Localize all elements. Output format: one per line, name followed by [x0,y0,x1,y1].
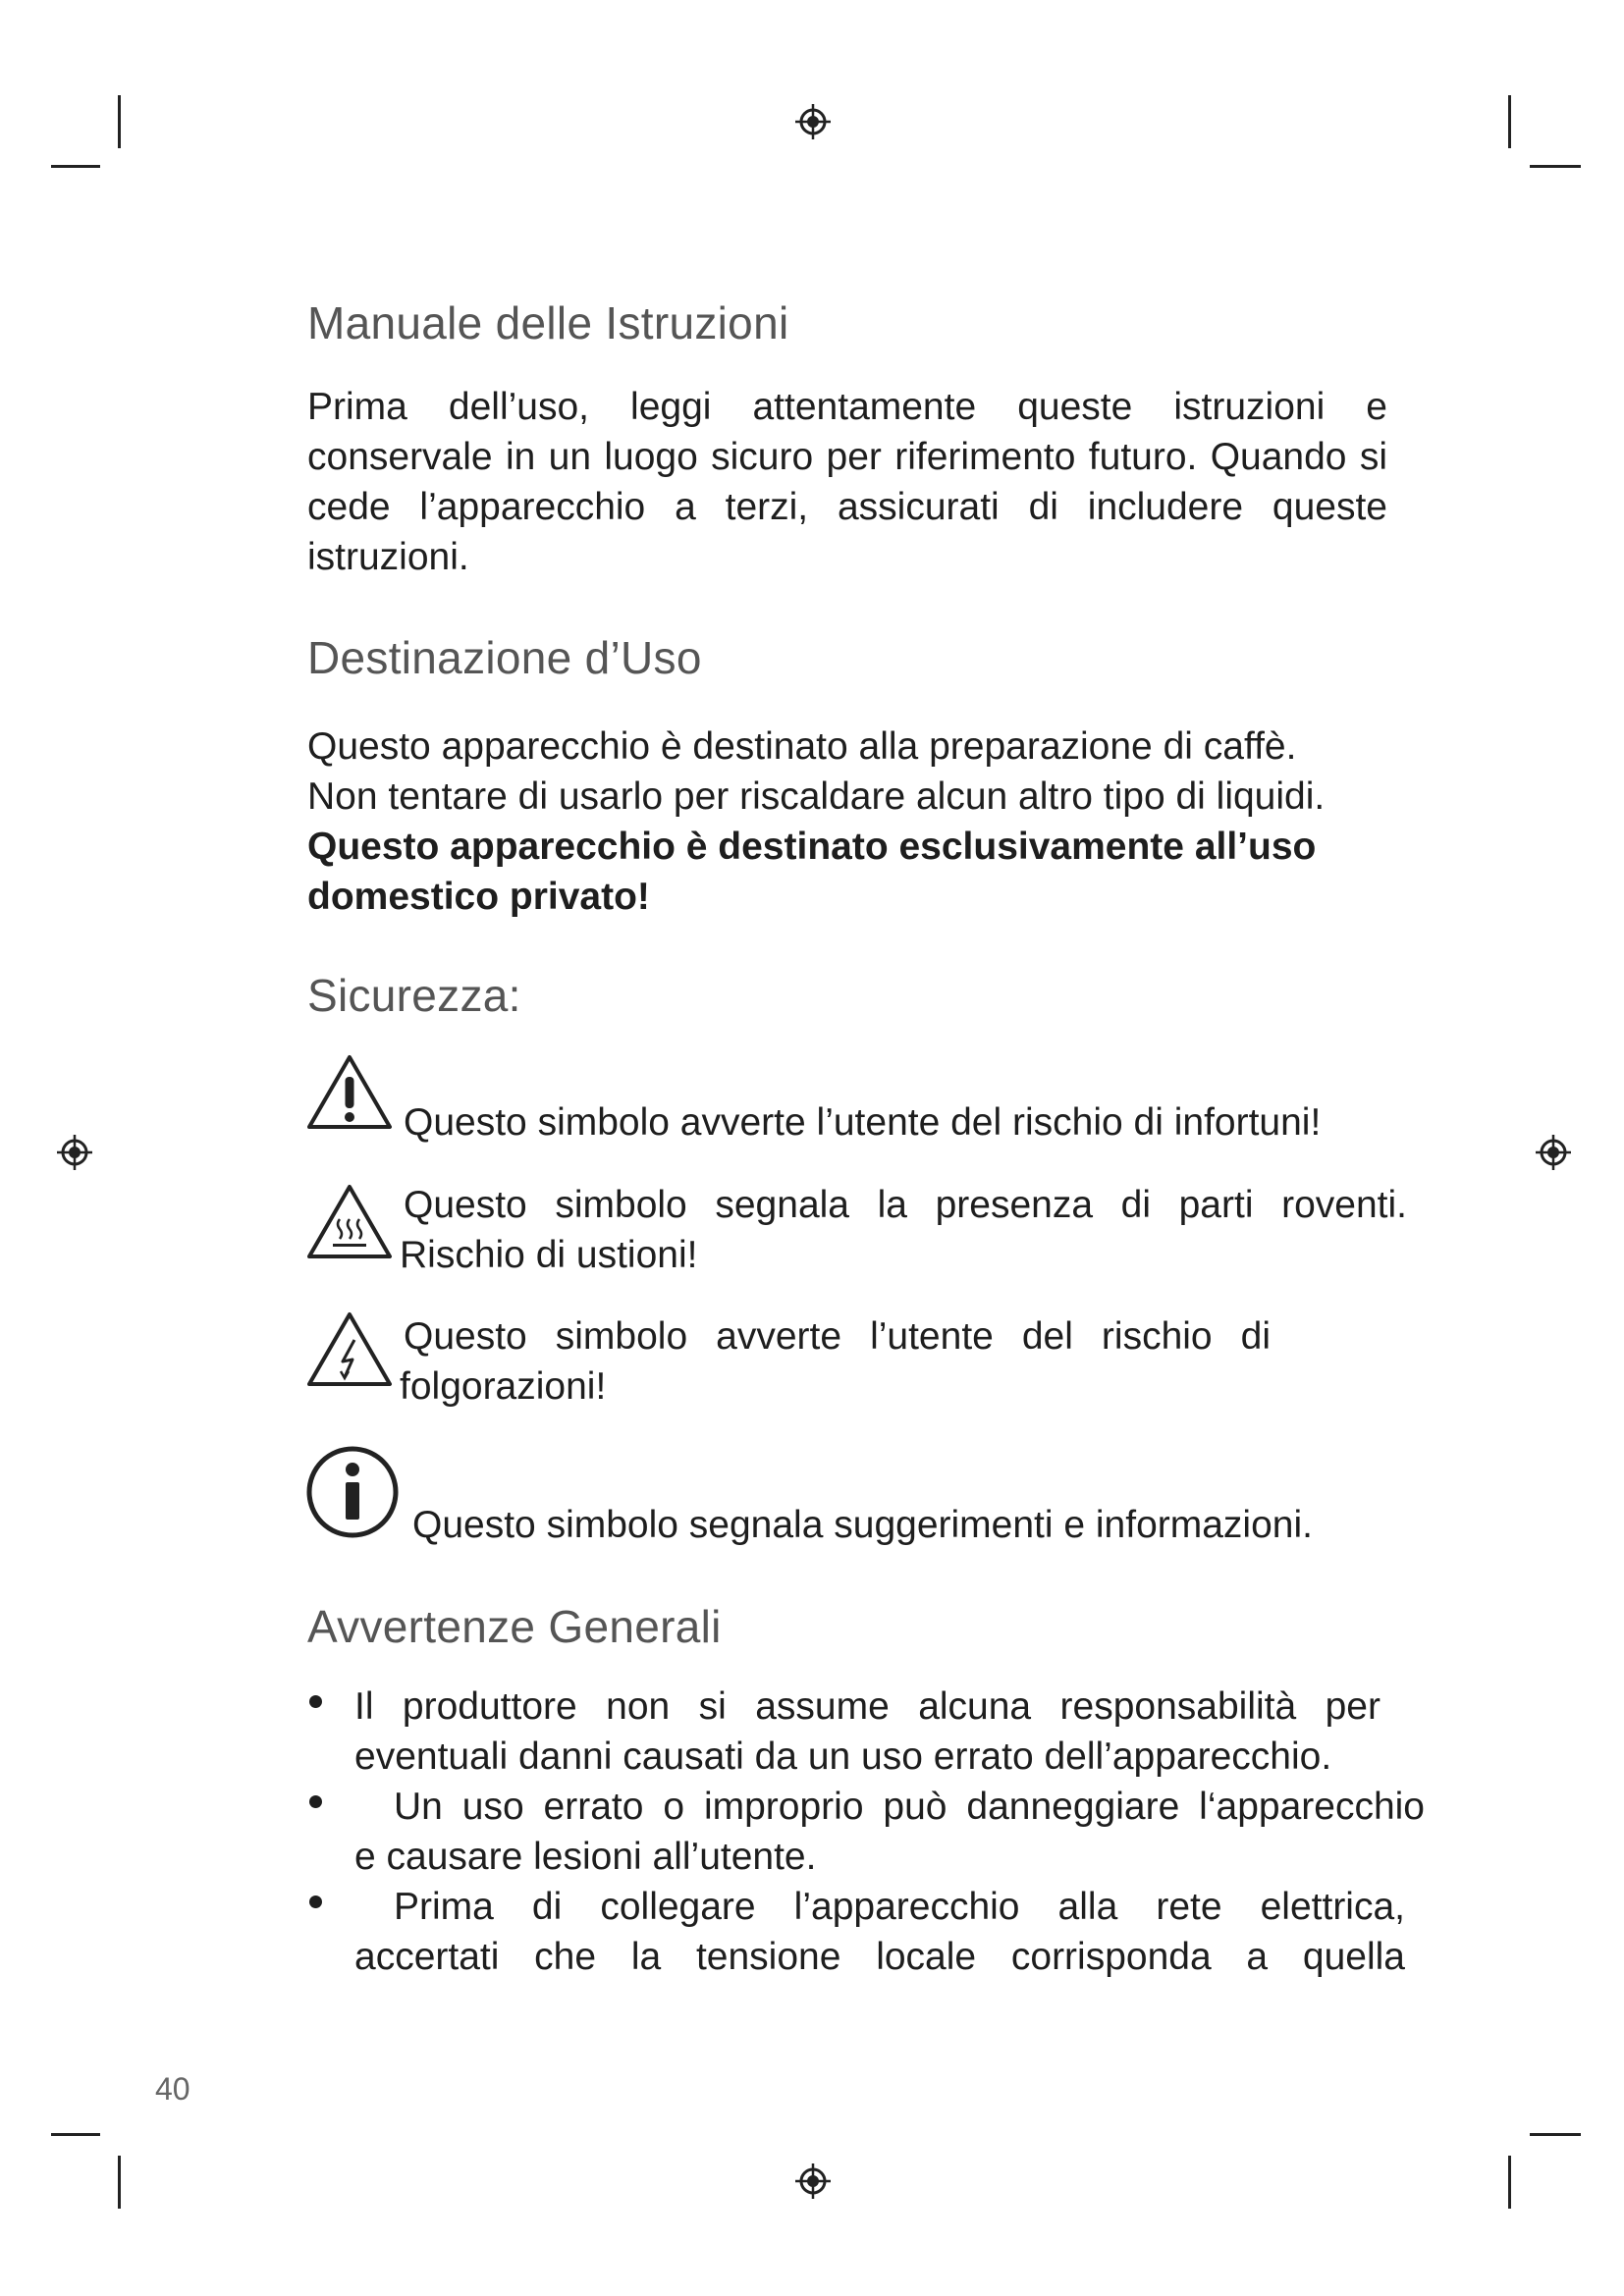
symbol-text-folgorazioni-line-1: Questo simbolo avverte l’utente del rischio di [404,1315,1271,1358]
symbol-text-parti-roventi [400,1180,1407,1280]
crop-mark-bottom-left-horizontal [51,2133,100,2136]
crop-mark-top-right-horizontal [1530,165,1581,168]
avvertenze-item-1-line-1: Il produttore non si assume alcuna responsabilità per [354,1685,1380,1728]
list-item [307,1882,1405,1982]
section-title-manuale: Manuale delle Istruzioni [307,297,789,348]
list-item [307,1782,1425,1882]
registration-mark-right-icon [1534,1133,1573,1172]
destinazione-paragraph [307,721,1382,922]
section-title-destinazione: Destinazione d’Uso [307,632,702,683]
hot-surface-warning-icon [305,1183,394,1261]
electric-shock-warning-icon [305,1310,394,1389]
destinazione-line-1: Questo apparecchio è destinato alla preparazione di caffè. [307,725,1297,768]
avvertenze-item-3-line-2: accertati che la tensione locale corrisponda a quella [354,1936,1405,1978]
avvertenze-item-1-line-2: eventuali danni causati da un uso errato dell’apparecchio. [354,1735,1332,1778]
manuale-paragraph: Prima dell’uso, leggi attentamente queste istruzioni e conservale in un luogo sicuro per riferimento futuro. Quando si cede l’apparecchio a terzi, assicurati di includere queste istruzioni. [307,386,1387,578]
crop-mark-bottom-right-horizontal [1530,2133,1581,2136]
info-icon [305,1445,400,1539]
symbol-text-parti-roventi-line-2: Rischio di ustioni! [400,1234,698,1276]
symbol-text-parti-roventi-line-1: Questo simbolo segnala la presenza di parti roventi. [404,1184,1407,1226]
bullet-icon [309,1695,322,1708]
crop-mark-bottom-right-vertical [1508,2156,1511,2209]
crop-mark-bottom-left-vertical [118,2156,121,2209]
avvertenze-item-3-line-1: Prima di collegare l’apparecchio alla rete elettrica, [394,1886,1405,1928]
avvertenze-list [307,1682,1425,1982]
page-number: 40 [155,2071,190,2107]
crop-mark-top-right-vertical [1508,95,1511,148]
symbol-text-informazioni: Questo simbolo segnala suggerimenti e informazioni. [412,1504,1313,1546]
registration-mark-left-icon [55,1133,94,1172]
avvertenze-item-2-line-1: Un uso errato o improprio può danneggiare l‘apparecchio [394,1786,1425,1828]
avvertenze-item-2-line-2: e causare lesioni all’utente. [354,1836,817,1878]
bullet-icon [309,1896,322,1908]
symbol-text-infortuni: Questo simbolo avverte l’utente del rischio di infortuni! [404,1101,1322,1144]
bullet-icon [309,1795,322,1808]
list-item [307,1682,1380,1782]
destinazione-line-2: Non tentare di usarlo per riscaldare alcun altro tipo di liquidi. [307,775,1326,818]
symbol-text-folgorazioni-line-2: folgorazioni! [400,1365,607,1408]
crop-mark-top-left-horizontal [51,165,100,168]
section-title-avvertenze: Avvertenze Generali [307,1601,722,1652]
crop-mark-top-left-vertical [118,95,121,148]
destinazione-bold-note: Questo apparecchio è destinato esclusivamente all’uso domestico privato! [307,826,1317,918]
symbol-text-folgorazioni [400,1311,1271,1412]
section-title-sicurezza: Sicurezza: [307,970,521,1021]
registration-mark-bottom-icon [793,2162,833,2201]
warning-exclamation-icon [305,1053,394,1132]
registration-mark-top-icon [793,102,833,141]
